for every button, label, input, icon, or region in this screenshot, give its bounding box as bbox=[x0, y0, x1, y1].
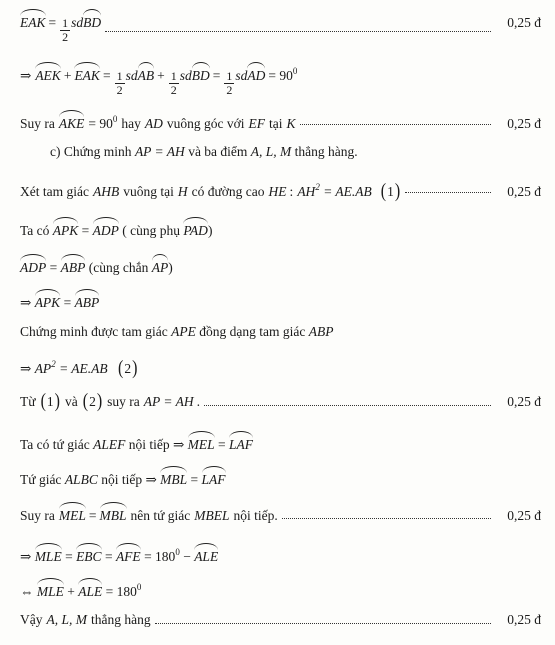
arc-apk: APK bbox=[53, 220, 79, 240]
arc-mbl: MBL bbox=[160, 469, 187, 489]
arc-bd: BD bbox=[192, 65, 210, 85]
arc-ab: AB bbox=[138, 65, 155, 85]
arc-ebc: EBC bbox=[76, 546, 102, 566]
arc-eak: EAK bbox=[74, 65, 100, 85]
leader-dots bbox=[405, 192, 491, 193]
line-15: ⇒ MLE = EBC = AFE = $180^0$ − ALE bbox=[20, 547, 219, 564]
score: 0,25 đ bbox=[507, 184, 541, 199]
fraction-half: $\frac{1}{2}$ bbox=[62, 16, 69, 44]
arc-mle: MLE bbox=[35, 546, 62, 566]
arc-apk: APK bbox=[35, 292, 61, 312]
score: 0,25 đ bbox=[507, 394, 541, 409]
arc-eak: EAK bbox=[20, 12, 46, 32]
arc-ad: AD bbox=[247, 65, 265, 85]
arc-ale: ALE bbox=[194, 546, 218, 566]
line-14: Suy ra MEL = MBL nên tứ giác MBEL nội tiếp. 0,25 đ bbox=[20, 505, 541, 525]
fraction-half: $\frac{1}{2}$ bbox=[170, 69, 177, 97]
arc-bd: BD bbox=[83, 12, 101, 32]
arc-abp: ABP bbox=[61, 257, 86, 277]
fraction-half: $\frac{1}{2}$ bbox=[116, 69, 123, 97]
arc-ake: AKE bbox=[59, 113, 85, 133]
leader-dots bbox=[105, 31, 491, 32]
score: 0,25 đ bbox=[507, 15, 541, 30]
arc-afe: AFE bbox=[116, 546, 141, 566]
arc-ale: ALE bbox=[78, 581, 102, 601]
arc-mel: MEL bbox=[59, 505, 86, 525]
arc-laf: LAF bbox=[202, 469, 226, 489]
leader-dots bbox=[155, 623, 491, 624]
line-8: ⇒ APK = ABP bbox=[20, 292, 541, 312]
fraction-half: $\frac{1}{2}$ bbox=[226, 69, 233, 97]
line-2: ⇒ AEK + EAK = $\frac{1}{2}$ sd AB + $\frac{1}{2}$ sd BD = $\frac{1}{2}$ sd AD = $90^0$ bbox=[20, 66, 298, 97]
score: 0,25 đ bbox=[507, 116, 541, 131]
leader-dots bbox=[282, 518, 491, 519]
arc-mbl: MBL bbox=[100, 505, 127, 525]
line-7: ADP = ABP (cùng chắn AP) bbox=[20, 257, 541, 277]
score: 0,25 đ bbox=[507, 612, 541, 627]
line-6: Ta có APK = ADP ( cùng phụ PAD) bbox=[20, 220, 541, 240]
arc-aek: AEK bbox=[35, 65, 61, 85]
line-5: Xét tam giác AHB vuông tại H có đường cao HE : $AH^2 = AE.AB$ (1) 0,25 đ bbox=[20, 180, 541, 202]
arc-ap: AP bbox=[152, 257, 169, 277]
arc-mle: MLE bbox=[37, 581, 64, 601]
arc-adp: ADP bbox=[93, 220, 119, 240]
line-13: Tứ giác ALBC nội tiếp ⇒ MBL = LAF bbox=[20, 469, 541, 489]
arc-laf: LAF bbox=[229, 434, 253, 454]
line-10: ⇒ $AP^2 = AE.AB$ (2) bbox=[20, 357, 138, 379]
line-9: Chứng minh được tam giác APE đồng dạng tam giác ABP bbox=[20, 324, 334, 339]
arc-adp: ADP bbox=[20, 257, 46, 277]
arc-mel: MEL bbox=[188, 434, 215, 454]
arc-pad: PAD bbox=[183, 220, 208, 240]
line-3: Suy ra AKE = $90^0$ hay AD vuông góc với EF tại K 0,25 đ bbox=[20, 114, 541, 131]
line-16: ⇔ MLE + ALE = $180^0$ bbox=[20, 582, 142, 599]
leader-dots bbox=[204, 405, 491, 406]
line-12: Ta có tứ giác ALEF nội tiếp ⇒ MEL = LAF bbox=[20, 434, 541, 454]
line-1: EAK = $\frac{1}{2}$ sd BD 0,25 đ bbox=[20, 12, 541, 44]
arc-abp: ABP bbox=[75, 292, 100, 312]
line-11: Từ (1) và (2) suy ra AP = AH . 0,25 đ bbox=[20, 390, 541, 412]
line-4-part-c: c) Chứng minh AP = AH và ba điểm A, L, M thẳng hàng. bbox=[50, 144, 358, 159]
line-17: Vậy A, L, M thẳng hàng 0,25 đ bbox=[20, 612, 541, 627]
score: 0,25 đ bbox=[507, 508, 541, 523]
leader-dots bbox=[300, 124, 491, 125]
